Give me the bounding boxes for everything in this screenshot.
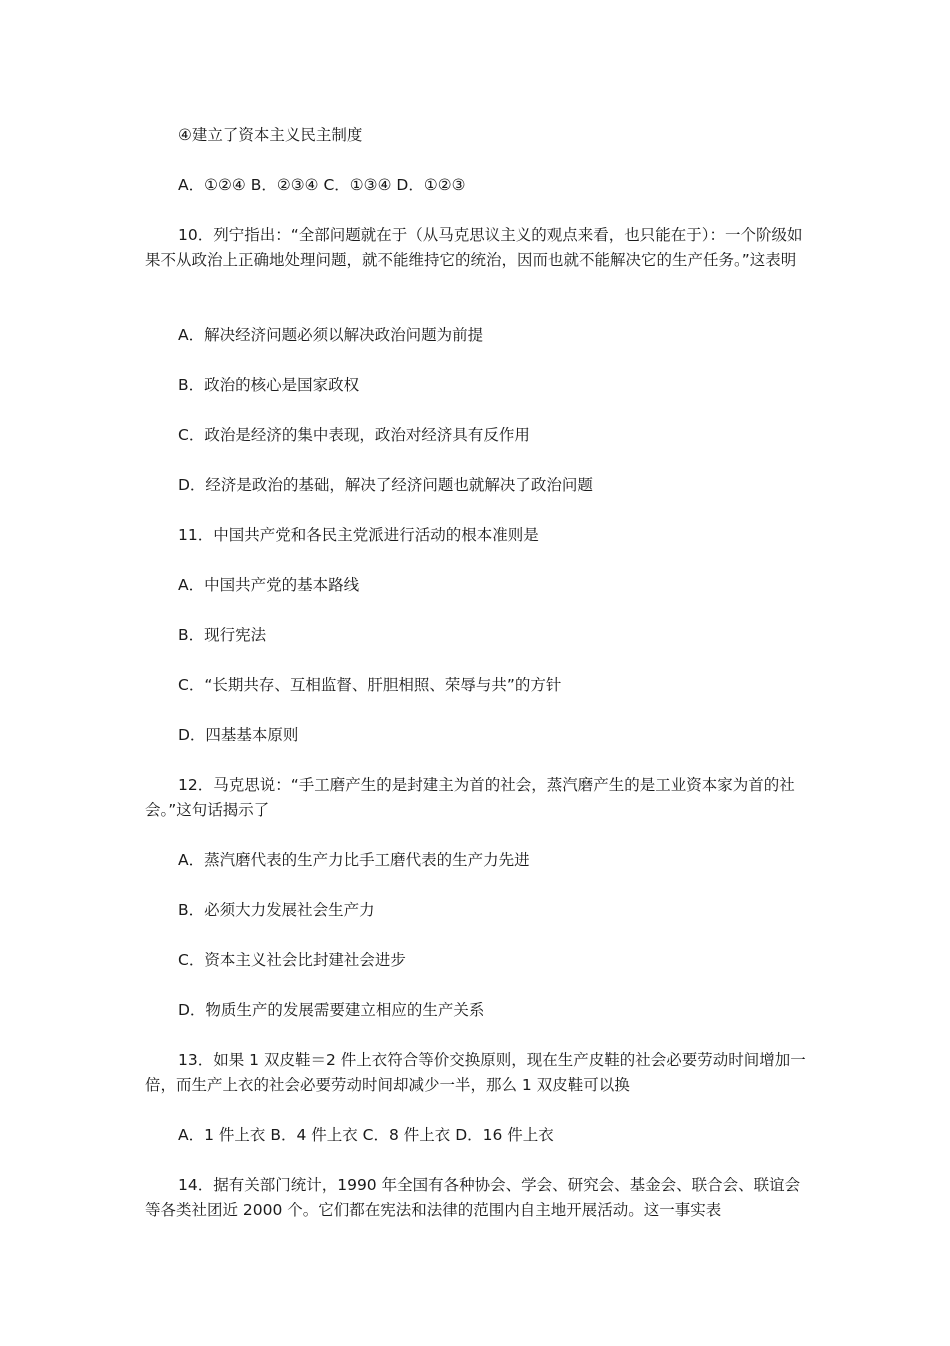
q11-option-d: D．四基基本原则: [178, 726, 299, 744]
option-line-4: ④建立了资本主义民主制度: [178, 126, 363, 144]
question-13: 13．如果 1 双皮鞋＝2 件上衣符合等价交换原则，现在生产皮鞋的社会必要劳动时间增加一倍，而生产上衣的社会必要劳动时间却减少一半，那么 1 双皮鞋可以换: [145, 1051, 806, 1094]
question-12: 12．马克思说：“手工磨产生的是封建主为首的社会，蒸汽磨产生的是工业资本家为首的社会。”这句话揭示了: [145, 776, 795, 819]
q12-option-b: B．必须大力发展社会生产力: [178, 901, 375, 919]
q10-option-a: A．解决经济问题必须以解决政治问题为前提: [178, 326, 484, 344]
question-11: 11．中国共产党和各民主党派进行活动的根本准则是: [178, 526, 539, 544]
q10-option-c: C．政治是经济的集中表现，政治对经济具有反作用: [178, 426, 530, 444]
q10-option-b: B．政治的核心是国家政权: [178, 376, 360, 394]
q11-option-c: C．“长期共存、互相监督、肝胆相照、荣辱与共”的方针: [178, 676, 562, 694]
q11-option-a: A．中国共产党的基本路线: [178, 576, 360, 594]
q13-options: A．1 件上衣 B．4 件上衣 C．8 件上衣 D．16 件上衣: [178, 1126, 554, 1144]
q12-option-d: D．物质生产的发展需要建立相应的生产关系: [178, 1001, 485, 1019]
q9-options: A．①②④ B．②③④ C．①③④ D．①②③: [178, 176, 466, 194]
q12-option-c: C．资本主义社会比封建社会进步: [178, 951, 406, 969]
question-10: 10．列宁指出：“全部问题就在于（从马克思议主义的观点来看，也只能在于）：一个阶级如果不从政治上正确地处理问题，就不能维持它的统治，因而也就不能解决它的生产任务。”这表明: [145, 226, 803, 269]
q10-option-d: D．经济是政治的基础，解决了经济问题也就解决了政治问题: [178, 476, 593, 494]
q12-option-a: A．蒸汽磨代表的生产力比手工磨代表的生产力先进: [178, 851, 530, 869]
question-14: 14．据有关部门统计，1990 年全国有各种协会、学会、研究会、基金会、联合会、联谊会等各类社团近 2000 个。它们都在宪法和法律的范围内自主地开展活动。这一事实表: [145, 1176, 801, 1219]
q11-option-b: B．现行宪法: [178, 626, 267, 644]
